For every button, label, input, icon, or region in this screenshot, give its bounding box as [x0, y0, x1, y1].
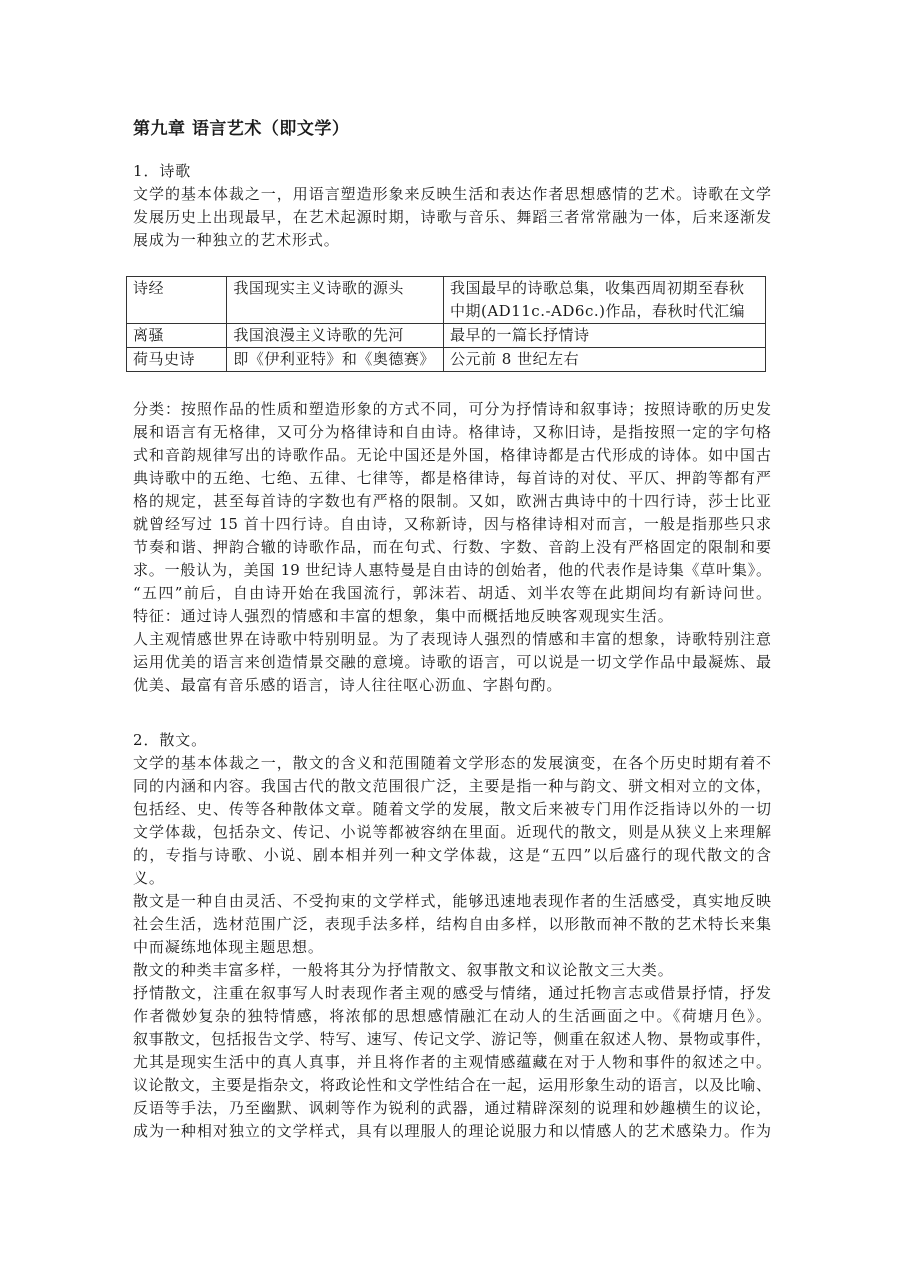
- table-cell-significance: 我国浪漫主义诗歌的先河: [227, 324, 444, 348]
- table-cell-notes: 公元前 8 世纪左右: [444, 348, 766, 372]
- paragraph-line: 散文是一种自由灵活、不受拘束的文学样式，能够迅速地表现作者的生活感受，真实地反映: [133, 892, 771, 910]
- table-row: [127, 348, 766, 372]
- table-row: [127, 324, 766, 348]
- paragraph-line: “五四”前后，自由诗开始在我国流行，郭沫若、胡适、刘半农等在此期间均有新诗问世。: [133, 584, 771, 602]
- paragraph-line: 议论散文，主要是指杂文，将政论性和文学性结合在一起，运用形象生动的语言，以及比喻、: [133, 1076, 771, 1094]
- table-cell-name: 诗经: [127, 277, 227, 324]
- paragraph-line: 文学的基本体裁之一，用语言塑造形象来反映生活和表达作者思想感情的艺术。诗歌在文学: [133, 185, 771, 203]
- paragraph-line: 叙事散文，包括报告文学、特写、速写、传记文学、游记等，侧重在叙述人物、景物或事件，: [133, 1030, 771, 1048]
- paragraph-line: 发展历史上出现最早，在艺术起源时期，诗歌与音乐、舞蹈三者常常融为一体，后来逐渐发: [133, 208, 771, 226]
- paragraph-line: 散文的种类丰富多样，一般将其分为抒情散文、叙事散文和议论散文三大类。: [133, 961, 674, 979]
- paragraph-line: 分类：按照作品的性质和塑造形象的方式不同，可分为抒情诗和叙事诗；按照诗歌的历史发: [133, 400, 771, 418]
- paragraph-line: 尤其是现实生活中的真人真事，并且将作者的主观情感蕴藏在对于人物和事件的叙述之中。: [133, 1053, 771, 1071]
- table-cell-significance: 我国现实主义诗歌的源头: [227, 277, 444, 324]
- paragraph-line: 反语等手法，乃至幽默、讽刺等作为锐利的武器，通过精辟深刻的说理和妙趣横生的议论，: [133, 1099, 771, 1117]
- paragraph-line: 社会生活，选材范围广泛，表现手法多样，结构自由多样，以形散而神不散的艺术特长来集: [133, 915, 771, 933]
- paragraph-line: 抒情散文，注重在叙事写人时表现作者主观的感受与情绪，通过托物言志或借景抒情，抒发: [133, 984, 771, 1002]
- table-cell-notes-line: 我国最早的诗歌总集，收集西周初期至春秋: [450, 279, 745, 297]
- table-cell-notes: [444, 277, 766, 324]
- table-cell-notes: 最早的一篇长抒情诗: [444, 324, 766, 348]
- table-cell-significance: 即《伊利亚特》和《奥德赛》: [227, 348, 444, 372]
- chapter-title: 第九章 语言艺术（即文学）: [133, 119, 350, 139]
- paragraph-line: 典诗歌中的五绝、七绝、五律、七律等，都是格律诗，每首诗的对仗、平仄、押韵等都有严: [133, 469, 771, 487]
- paragraph-line: 人主观情感世界在诗歌中特别明显。为了表现诗人强烈的情感和丰富的想象，诗歌特别注意: [133, 630, 771, 648]
- paragraph-line: 格的规定，甚至每首诗的字数也有严格的限制。又如，欧洲古典诗中的十四行诗，莎士比亚: [133, 492, 771, 510]
- table-row: [127, 277, 766, 324]
- paragraph-line: 就曾经写过 15 首十四行诗。自由诗，又称新诗，因与格律诗相对而言，一般是指那些只求: [133, 515, 771, 533]
- paragraph-line: 节奏和谐、押韵合辙的诗歌作品，而在句式、行数、字数、音韵上没有严格固定的限制和要: [133, 538, 771, 556]
- paragraph-line: 文学的基本体裁之一，散文的含义和范围随着文学形态的发展演变，在各个历史时期有着不: [133, 754, 771, 772]
- paragraph-line: 同的内涵和内容。我国古代的散文范围很广泛，主要是指一种与韵文、骈文相对立的文体，: [133, 777, 771, 795]
- paragraph-line: 义。: [133, 869, 165, 887]
- paragraph-line: 求。一般认为，美国 19 世纪诗人惠特曼是自由诗的创始者，他的代表作是诗集《草叶集》。: [133, 561, 771, 579]
- poetry-works-table: [126, 276, 766, 372]
- paragraph-line: 优美、最富有音乐感的语言，诗人往往呕心沥血、字斟句酌。: [133, 676, 563, 694]
- table-cell-name: 荷马史诗: [127, 348, 227, 372]
- table-cell-notes-line: 中期(AD11c.-AD6c.)作品，春秋时代汇编: [450, 302, 745, 320]
- paragraph-line: 的，专指与诗歌、小说、剧本相并列一种文学体裁，这是“五四”以后盛行的现代散文的含: [133, 846, 771, 864]
- paragraph-line: 文学体裁，包括杂文、传记、小说等都被容纳在里面。近现代的散文，则是从狭义上来理解: [133, 823, 771, 841]
- paragraph-line: 式和音韵规律写出的诗歌作品。无论中国还是外国，格律诗都是古代形成的诗体。如中国古: [133, 446, 771, 464]
- section-heading-poetry: 1．诗歌: [133, 162, 192, 180]
- table-cell-name: 离骚: [127, 324, 227, 348]
- paragraph-line: 作者微妙复杂的独特情感，将浓郁的思想感情融汇在动人的生活画面之中。《荷塘月色》。: [133, 1007, 771, 1025]
- paragraph-line: 特征：通过诗人强烈的情感和丰富的想象，集中而概括地反映客观现实生活。: [133, 607, 674, 625]
- paragraph-line: 中而凝练地体现主题思想。: [133, 938, 324, 956]
- paragraph-line: 成为一种相对独立的文学样式，具有以理服人的理论说服力和以情感人的艺术感染力。作为: [133, 1122, 771, 1140]
- paragraph-line: 展成为一种独立的艺术形式。: [133, 231, 340, 249]
- paragraph-line: 运用优美的语言来创造情景交融的意境。诗歌的语言，可以说是一切文学作品中最凝炼、最: [133, 653, 771, 671]
- paragraph-line: 包括经、史、传等各种散体文章。随着文学的发展，散文后来被专门用作泛指诗以外的一切: [133, 800, 771, 818]
- section-heading-prose: 2．散文。: [133, 731, 208, 749]
- paragraph-line: 展和语言有无格律，又可分为格律诗和自由诗。格律诗，又称旧诗，是指按照一定的字句格: [133, 423, 771, 441]
